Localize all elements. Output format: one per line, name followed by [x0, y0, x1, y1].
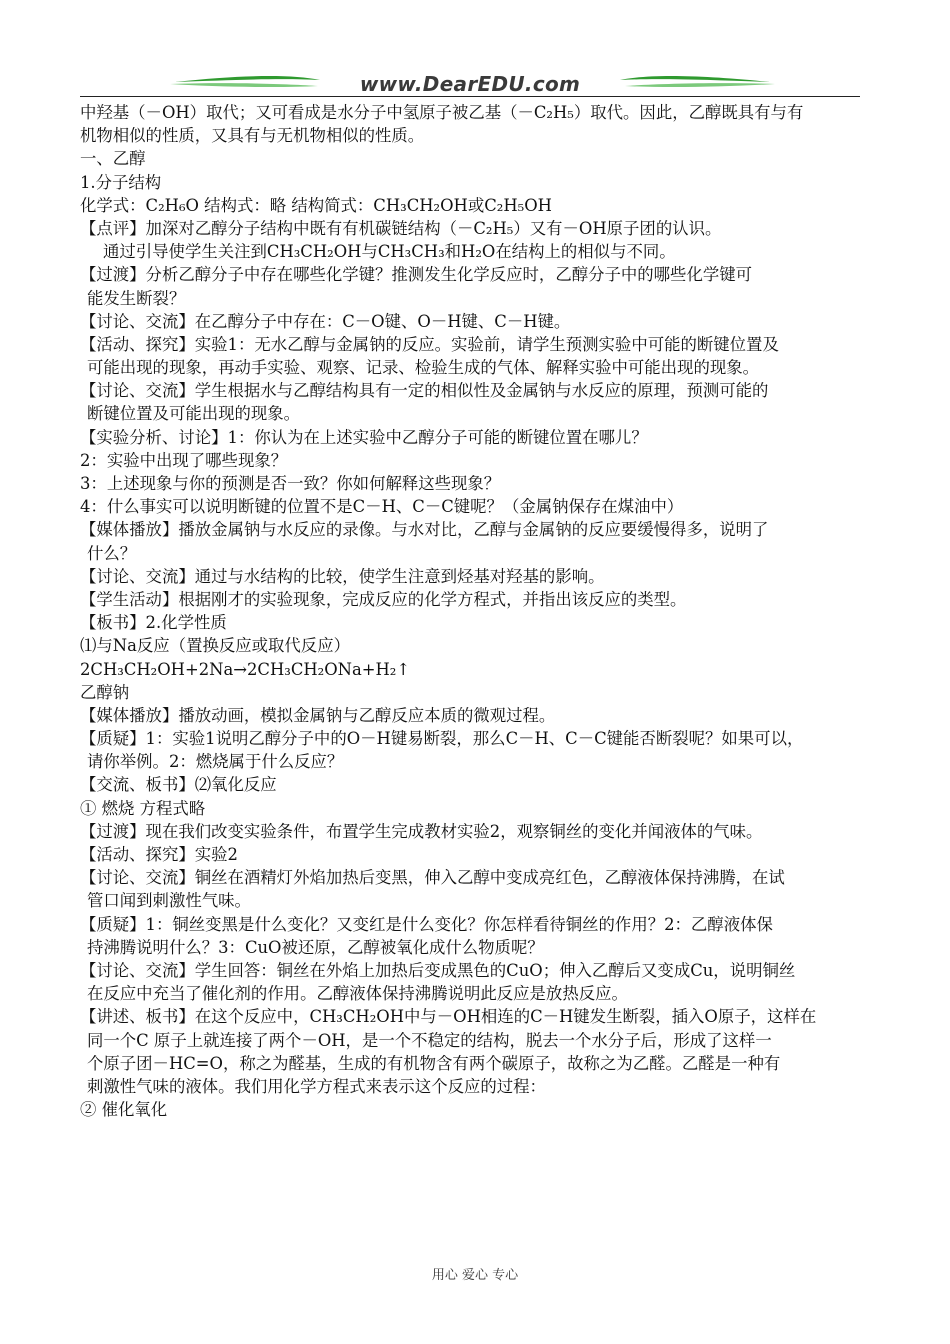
- text-line: 【讨论、交流】铜丝在酒精灯外焰加热后变黑，伸入乙醇中变成亮红色，乙醇液体保持沸腾，在试: [80, 868, 785, 888]
- text-line: 2CH₃CH₂OH+2Na→2CH₃CH₂ONa+H₂↑: [80, 659, 411, 679]
- text-line: 1.分子结构: [80, 172, 162, 192]
- text-line: 【质疑】1：实验1说明乙醇分子中的O－H键易断裂，那么C－H、C－C键能否断裂呢？如果可以，: [80, 729, 804, 749]
- site-name: www.DearEDU.com: [359, 72, 581, 96]
- text-line: 【讨论、交流】通过与水结构的比较，使学生注意到烃基对羟基的影响。: [80, 566, 605, 586]
- text-line: 3：上述现象与你的预测是否一致？你如何解释这些现象？: [80, 474, 501, 493]
- text-line: 【过渡】分析乙醇分子中存在哪些化学键？推测发生化学反应时，乙醇分子中的哪些化学键可: [80, 265, 753, 285]
- text-line: 【交流、板书】⑵氧化反应: [80, 775, 277, 795]
- document-body: [80, 101, 870, 1121]
- text-line: 个原子团－HC=O，称之为醛基，生成的有机物含有两个碳原子，故称之为乙醛。乙醛是一种有: [87, 1053, 781, 1073]
- text-line: 在反应中充当了催化剂的作用。乙醇液体保持沸腾说明此反应是放热反应。: [87, 984, 628, 1004]
- text-line: 【媒体播放】播放动画，模拟金属钠与乙醇反应本质的微观过程。: [80, 705, 556, 725]
- text-line: 【讨论、交流】学生根据水与乙醇结构具有一定的相似性及金属钠与水反应的原理，预测可能的: [80, 381, 769, 401]
- text-line: 化学式：C₂H₆O 结构式：略 结构简式：CH₃CH₂OH或C₂H₅OH: [80, 195, 552, 215]
- header-rule: [80, 96, 860, 97]
- text-line: 【讨论、交流】在乙醇分子中存在：C－O键、O－H键、C－H键。: [80, 311, 571, 331]
- text-line: 4：什么事实可以说明断键的位置不是C－H、C－C键呢？（金属钠保存在煤油中）: [80, 497, 684, 517]
- text-line: 通过引导使学生关注到CH₃CH₂OH与CH₃CH₃和H₂O在结构上的相似与不同。: [103, 242, 676, 262]
- text-line: ① 燃烧 方程式略: [80, 798, 206, 818]
- text-line: 【过渡】现在我们改变实验条件，布置学生完成教材实验2，观察铜丝的变化并闻液体的气味。: [80, 821, 763, 841]
- page-header: [80, 70, 860, 100]
- text-line: 能发生断裂？: [87, 288, 186, 308]
- text-line: 【讲述、板书】在这个反应中，CH₃CH₂OH中与－OH相连的C－H键发生断裂，插入O原子，这样在: [80, 1007, 817, 1027]
- text-line: 乙醇钠: [80, 682, 130, 702]
- text-line: 机物相似的性质，又具有与无机物相似的性质。: [80, 126, 425, 146]
- text-line: 刺激性气味的液体。我们用化学方程式来表示这个反应的过程：: [87, 1076, 546, 1096]
- text-line: 持沸腾说明什么？3：CuO被还原，乙醇被氧化成什么物质呢？: [87, 937, 544, 957]
- text-line: 【活动、探究】实验1：无水乙醇与金属钠的反应。实验前，请学生预测实验中可能的断键位置及: [80, 334, 779, 354]
- page-footer: 用心 爱心 专心: [431, 1268, 519, 1283]
- text-line: ② 催化氧化: [80, 1100, 168, 1120]
- text-line: 请你举例。2：燃烧属于什么反应？: [87, 752, 344, 772]
- text-line: 中羟基（－OH）取代；又可看成是水分子中氢原子被乙基（－C₂H₅）取代。因此，乙醇既具有与有: [80, 103, 804, 122]
- text-line: 一、乙醇: [80, 149, 146, 169]
- text-line: 管口闻到刺激性气味。: [87, 891, 251, 911]
- text-line: 【讨论、交流】学生回答：铜丝在外焰上加热后变成黑色的CuO；伸入乙醇后又变成Cu，说明铜丝: [80, 960, 796, 980]
- text-line: 【媒体播放】播放金属钠与水反应的录像。与水对比，乙醇与金属钠的反应要缓慢得多，说明了: [80, 520, 769, 540]
- text-line: 【点评】加深对乙醇分子结构中既有有机碳链结构（－C₂H₅）又有－OH原子团的认识。: [80, 218, 722, 238]
- text-line: ⑴与Na反应（置换反应或取代反应）: [80, 636, 350, 656]
- text-line: 什么？: [87, 543, 137, 563]
- text-line: 【活动、探究】实验2: [80, 845, 238, 864]
- text-line: 断键位置及可能出现的现象。: [87, 404, 301, 424]
- text-line: 2：实验中出现了哪些现象？: [80, 450, 288, 470]
- text-line: 【质疑】1：铜丝变黑是什么变化？又变红是什么变化？你怎样看待铜丝的作用？2：乙醇液体保: [80, 914, 773, 934]
- text-line: 【实验分析、讨论】1：你认为在上述实验中乙醇分子可能的断键位置在哪儿？: [80, 427, 648, 447]
- text-line: 【板书】2.化学性质: [80, 613, 227, 633]
- text-line: 可能出现的现象，再动手实验、观察、记录、检验生成的气体、解释实验中可能出现的现象。: [87, 358, 760, 378]
- text-line: 同一个C 原子上就连接了两个－OH，是一个不稳定的结构，脱去一个水分子后，形成了这样一: [87, 1030, 772, 1050]
- text-line: 【学生活动】根据刚才的实验现象，完成反应的化学方程式，并指出该反应的类型。: [80, 589, 687, 609]
